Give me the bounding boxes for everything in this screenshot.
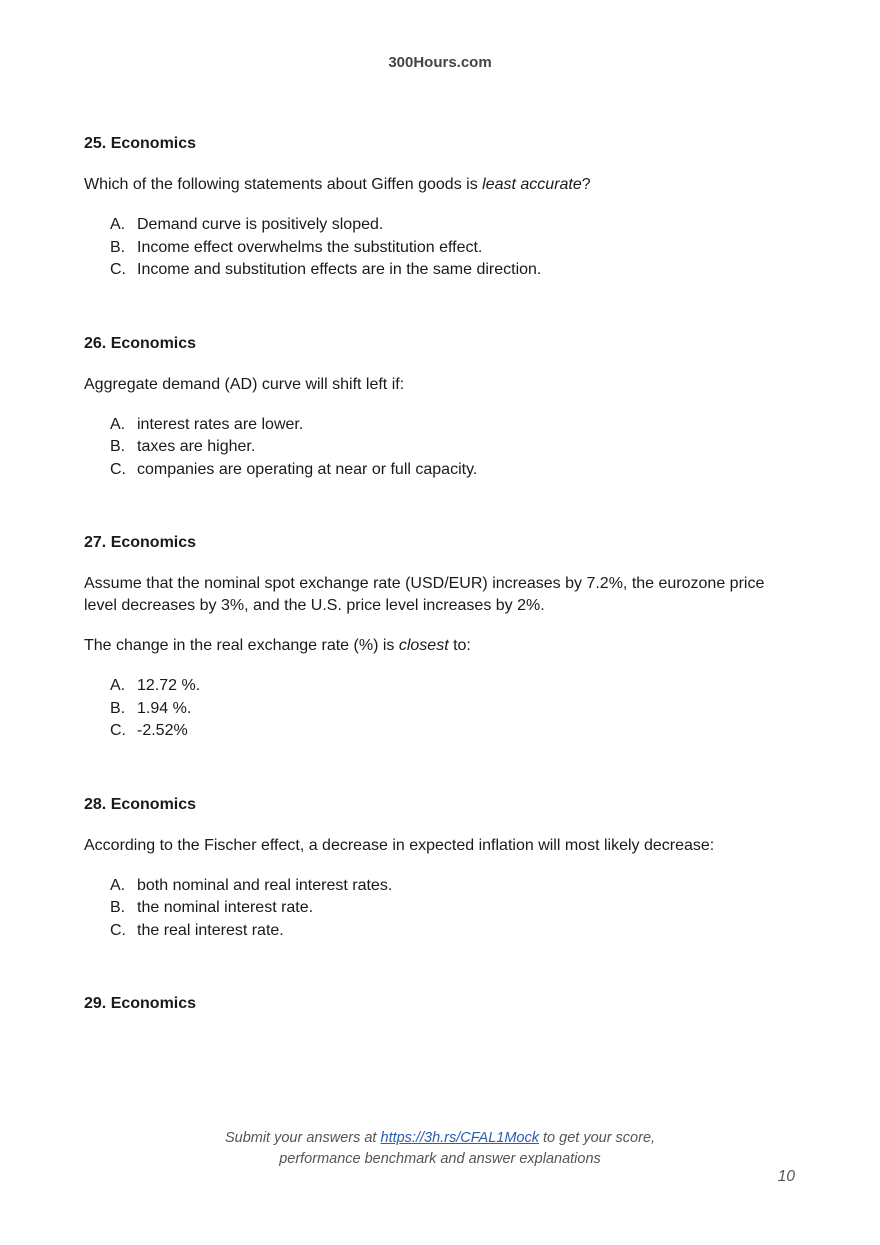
answer-options	[84, 875, 784, 943]
option-letter: C.	[110, 261, 126, 278]
answer-option-c	[110, 920, 784, 943]
option-letter: B.	[110, 238, 126, 256]
answer-options	[84, 214, 784, 282]
footer-text: Submit your answers at	[224, 1130, 381, 1146]
question-text: Assume that the nominal spot exchange rate (USD/EUR) increases by 7.2%, the eurozone price level decreases by 3%, and the U.S. price level increases by 2%.	[84, 575, 765, 614]
question-heading: 29. Economics	[84, 995, 197, 1012]
question-29	[84, 994, 784, 1014]
question-list	[84, 134, 784, 1034]
question-text-emphasis: closest	[398, 637, 449, 654]
question-heading: 28. Economics	[84, 795, 197, 813]
question-text-post: ?	[581, 176, 591, 193]
option-letter: A.	[110, 677, 126, 694]
option-letter: C.	[110, 921, 126, 939]
footer-line-2: performance benchmark and answer explanations	[279, 1150, 601, 1167]
footer-line-1	[0, 1128, 880, 1149]
footer-note	[0, 1128, 880, 1169]
question-text: Aggregate demand (AD) curve will shift left if:	[84, 375, 405, 393]
option-letter: B.	[110, 699, 126, 717]
option-letter: B.	[110, 899, 126, 916]
question-text-emphasis: least accurate	[482, 176, 582, 193]
option-text: the real interest rate.	[137, 921, 284, 939]
question-27	[84, 533, 784, 743]
question-heading: 26. Economics	[84, 334, 197, 352]
question-text: According to the Fischer effect, a decrease in expected inflation will most likely decrease:	[84, 836, 715, 854]
question-prompt	[84, 635, 784, 657]
question-26	[84, 334, 784, 482]
answer-option-b	[110, 698, 784, 721]
option-letter: A.	[110, 216, 126, 233]
submit-answers-link[interactable]: https://3h.rs/CFAL1Mock	[380, 1130, 539, 1146]
question-text	[84, 174, 784, 196]
answer-option-a	[110, 414, 784, 437]
option-text: -2.52%	[137, 722, 188, 739]
option-text: the nominal interest rate.	[137, 899, 314, 916]
question-heading: 27. Economics	[84, 534, 197, 551]
footer-text: to get your score,	[538, 1130, 656, 1146]
answer-option-a	[110, 675, 784, 698]
answer-option-b	[110, 436, 784, 459]
answer-option-a	[110, 875, 784, 898]
option-text: both nominal and real interest rates.	[137, 876, 393, 894]
option-letter: B.	[110, 438, 126, 455]
answer-option-c	[110, 720, 784, 743]
option-text: companies are operating at near or full capacity.	[137, 460, 478, 478]
question-28	[84, 795, 784, 943]
answer-option-a	[110, 214, 784, 237]
option-letter: C.	[110, 460, 126, 478]
option-text: Income and substitution effects are in the same direction.	[137, 261, 542, 278]
option-text: taxes are higher.	[137, 438, 256, 455]
answer-options	[84, 675, 784, 743]
page-number: 10	[777, 1168, 795, 1185]
site-header: 300Hours.com	[388, 54, 492, 71]
option-text: interest rates are lower.	[137, 415, 304, 433]
option-text: Income effect overwhelms the substitution effect.	[137, 238, 483, 256]
option-text: Demand curve is positively sloped.	[137, 216, 384, 233]
answer-option-b	[110, 237, 784, 260]
answer-options	[84, 414, 784, 482]
question-text-pre: The change in the real exchange rate (%) is	[84, 637, 399, 654]
question-25	[84, 134, 784, 282]
option-letter: A.	[110, 876, 126, 894]
question-text-pre: Which of the following statements about Giffen goods is	[84, 176, 483, 193]
option-text: 12.72 %.	[137, 677, 201, 694]
answer-option-c	[110, 459, 784, 482]
question-text-post: to:	[448, 637, 471, 654]
answer-option-b	[110, 897, 784, 920]
option-letter: C.	[110, 722, 126, 739]
answer-option-c	[110, 259, 784, 282]
option-text: 1.94 %.	[137, 699, 192, 717]
option-letter: A.	[110, 415, 126, 433]
question-heading: 25. Economics	[84, 135, 197, 152]
